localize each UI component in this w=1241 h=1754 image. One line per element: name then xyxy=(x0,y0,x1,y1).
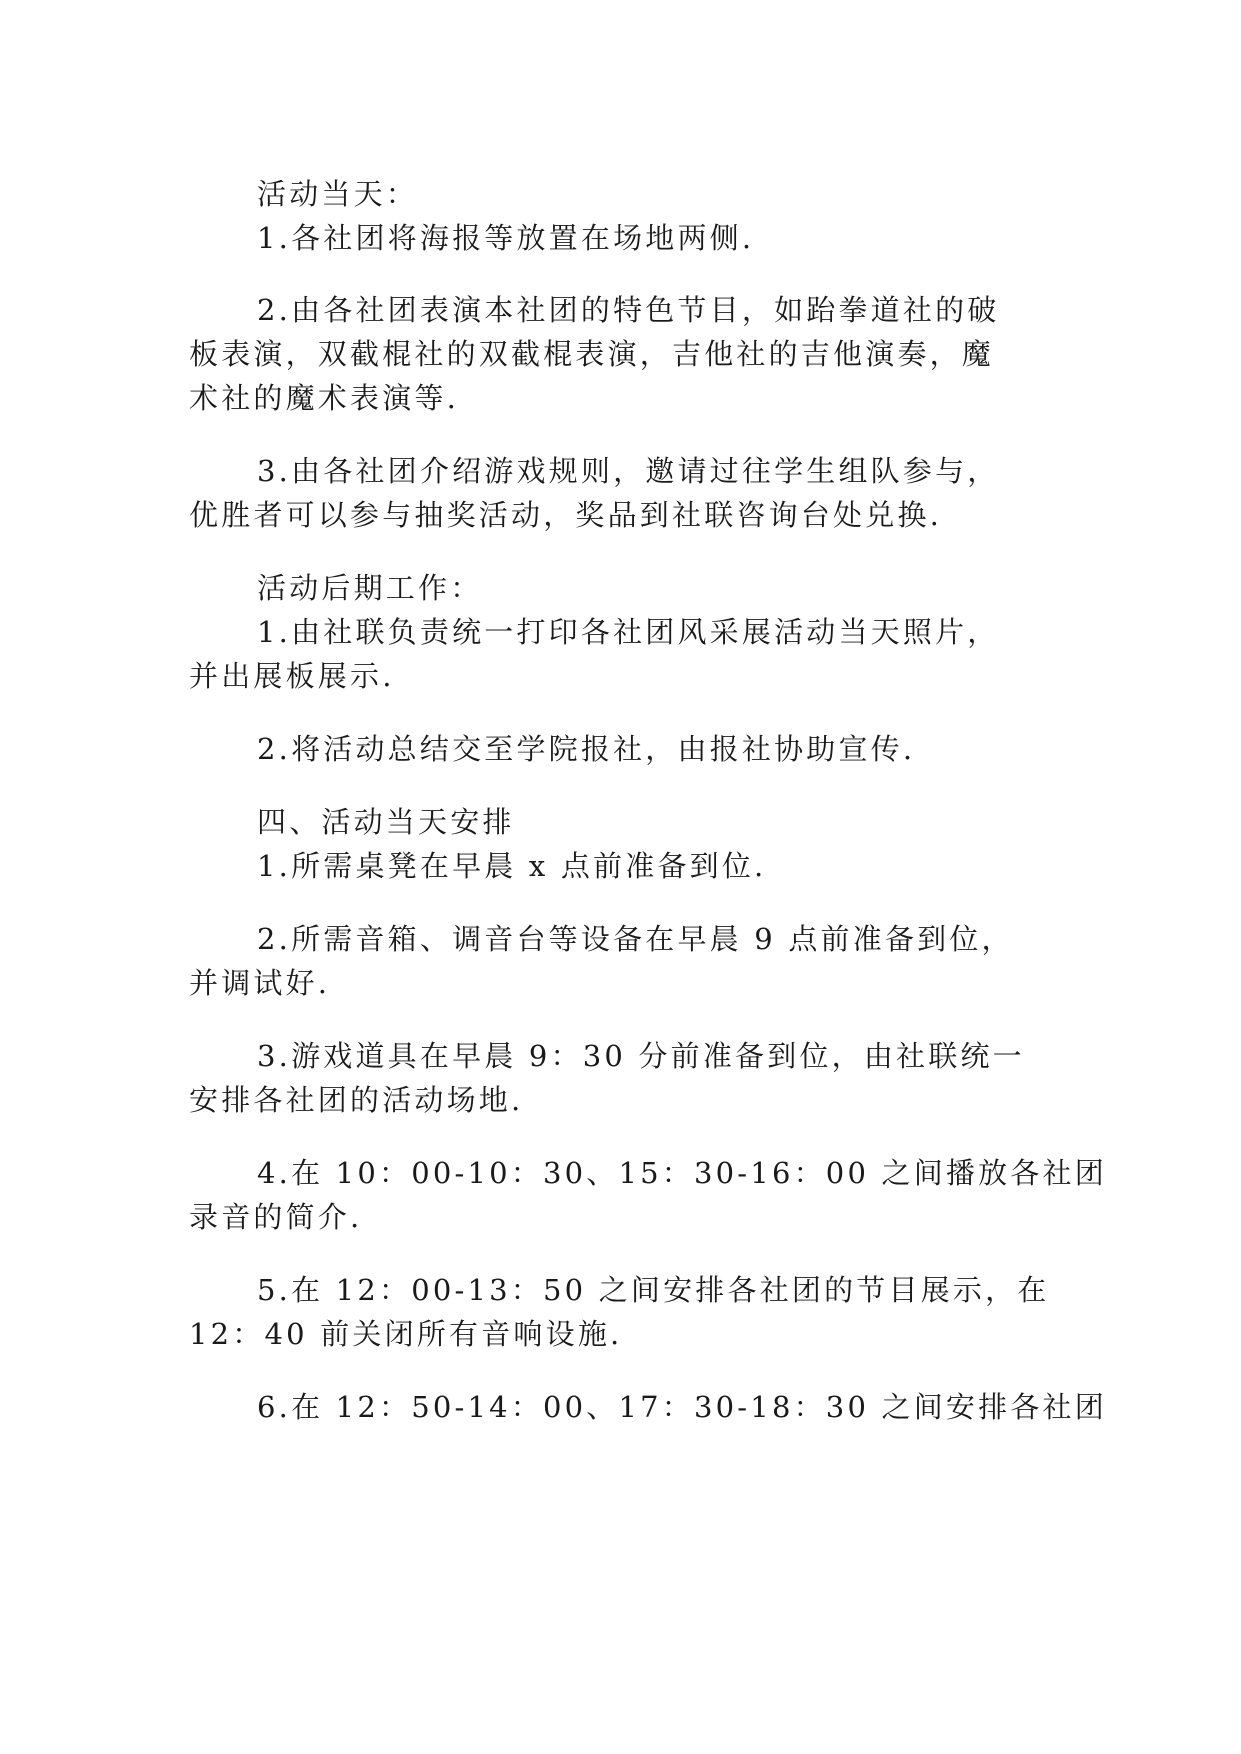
paragraph-line: 1.所需桌凳在早晨 x 点前准备到位. xyxy=(257,849,767,883)
paragraph-line: 录音的简介. xyxy=(189,1200,363,1234)
paragraph-line: 优胜者可以参与抽奖活动，奖品到社联咨询台处兑换. xyxy=(189,498,943,532)
paragraph-line: 1.由社联负责统一打印各社团风采展活动当天照片， xyxy=(257,615,1000,649)
paragraph-line: 2.将活动总结交至学院报社，由报社协助宣传. xyxy=(257,732,916,766)
paragraph-line: 安排各社团的活动场地. xyxy=(189,1083,524,1117)
section-heading-event-day: 活动当天： xyxy=(257,177,419,211)
paragraph-line: 4.在 10：00-10：30、15：30-16：00 之间播放各社团 xyxy=(257,1156,1107,1190)
paragraph-line: 并调试好. xyxy=(189,966,331,1000)
paragraph-line: 3.游戏道具在早晨 9：30 分前准备到位，由社联统一 xyxy=(257,1039,1025,1073)
paragraph-line: 术社的魔术表演等. xyxy=(189,381,460,415)
paragraph-line: 板表演，双截棍社的双截棍表演，吉他社的吉他演奏，魔 xyxy=(189,337,995,371)
paragraph-line: 2.所需音箱、调音台等设备在早晨 9 点前准备到位， xyxy=(257,922,1014,956)
paragraph-line: 2.由各社团表演本社团的特色节目，如跆拳道社的破 xyxy=(257,293,1000,327)
paragraph-line: 并出展板展示. xyxy=(189,659,395,693)
paragraph-line: 6.在 12：50-14：00、17：30-18：30 之间安排各社团 xyxy=(257,1390,1107,1424)
paragraph-line: 3.由各社团介绍游戏规则，邀请过往学生组队参与， xyxy=(257,454,1000,488)
paragraph-line: 1.各社团将海报等放置在场地两侧. xyxy=(257,221,755,255)
paragraph-line: 5.在 12：00-13：50 之间安排各社团的节目展示，在 xyxy=(257,1273,1050,1307)
paragraph-line: 12：40 前关闭所有音响设施. xyxy=(189,1317,623,1351)
section-heading-post-event: 活动后期工作： xyxy=(257,571,483,605)
section-heading-schedule: 四、活动当天安排 xyxy=(257,805,515,839)
